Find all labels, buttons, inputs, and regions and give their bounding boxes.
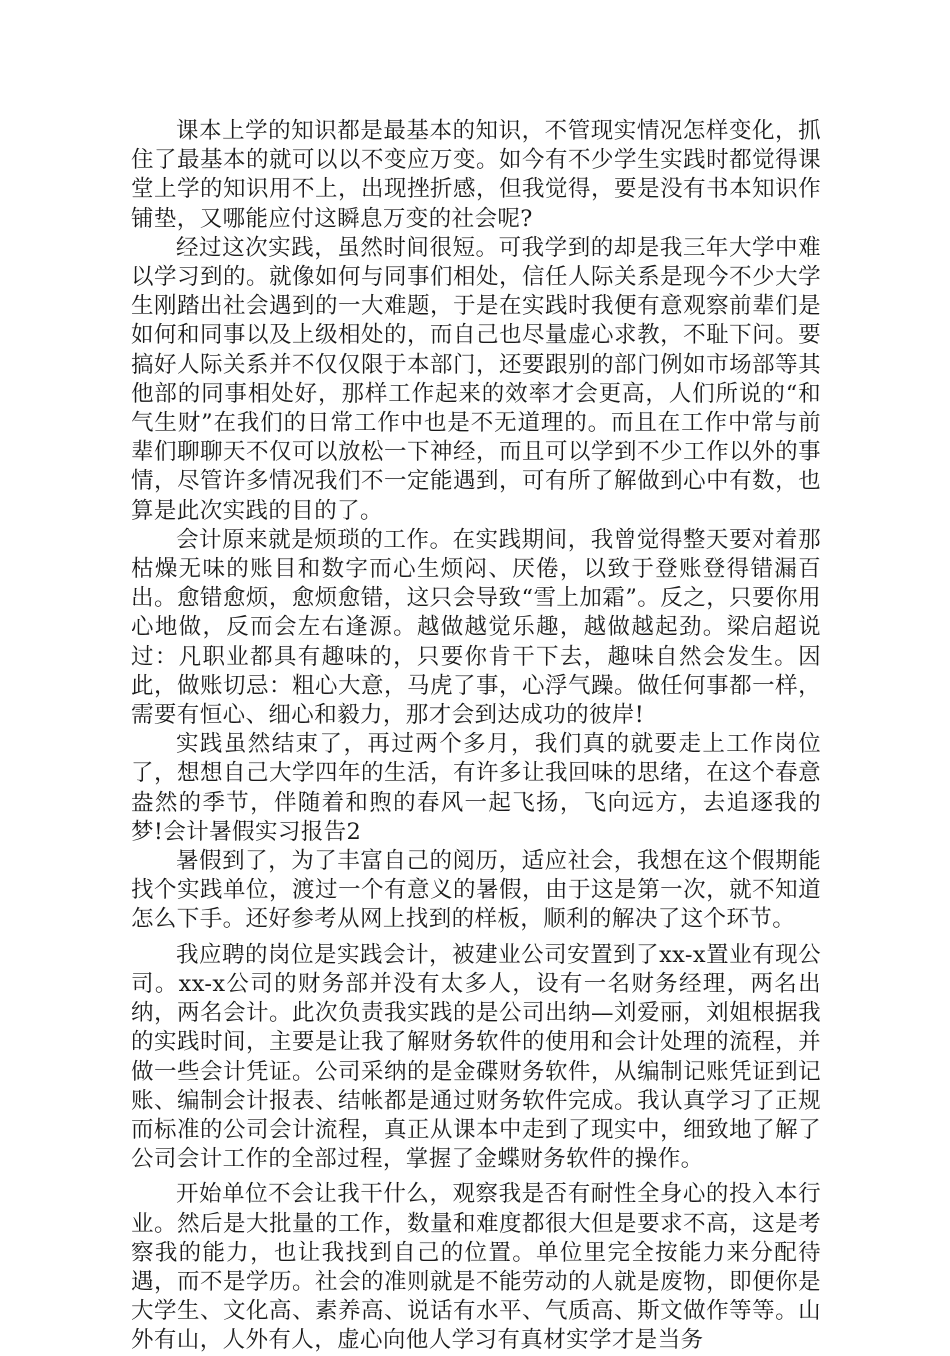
paragraph-7: 开始单位不会让我干什么，观察我是否有耐性全身心的投入本行业。然后是大批量的工作，数量和难度都很大但是要求不高，这是考察我的能力，也让我找到自己的位置。单位里完全按能力来分配待遇，而不是学历。社会的准则就是不能劳动的人就是废物，即便你是大学生、文化高、素养高、说话有水平、气质高、斯文做作等等。山外有山，人外有人，虚心向他人学习有真材实学才是当务 [131, 1181, 821, 1354]
paragraph-3: 会计原来就是烦琐的工作。在实践期间，我曾觉得整天要对着那枯燥无味的账目和数字而心生烦闷、厌倦，以致于登账登得错漏百出。愈错愈烦，愈烦愈错，这只会导致“雪上加霜”。反之，只要你用心地做，反而会左右逢源。越做越觉乐趣，越做越起劲。梁启超说过：凡职业都具有趣味的，只要你肯干下去，趣味自然会发生。因此，做账切忌：粗心大意，马虎了事，心浮气躁。做任何事都一样，需要有恒心、细心和毅力，那才会到达成功的彼岸! [131, 526, 821, 729]
paragraph-5: 暑假到了，为了丰富自己的阅历，适应社会，我想在这个假期能找个实践单位，渡过一个有意义的暑假，由于这是第一次，就不知道怎么下手。还好参考从网上找到的样板，顺利的解决了这个环节。 [131, 848, 821, 933]
paragraph-4: 实践虽然结束了，再过两个多月，我们真的就要走上工作岗位了，想想自己大学四年的生活，有许多让我回味的思绪，在这个春意盎然的季节，伴随着和煦的春风一起飞扬，飞向远方，去追逐我的梦!会计暑假实习报告2 [131, 731, 821, 845]
document-body [131, 117, 821, 1356]
paragraph-2: 经过这次实践，虽然时间很短。可我学到的却是我三年大学中难以学习到的。就像如何与同事们相处，信任人际关系是现今不少大学生刚踏出社会遇到的一大难题，于是在实践时我便有意观察前辈们是如何和同事以及上级相处的，而自己也尽量虚心求教，不耻下问。要搞好人际关系并不仅仅限于本部门，还要跟别的部门例如市场部等其他部的同事相处好，那样工作起来的效率才会更高，人们所说的“和气生财”在我们的日常工作中也是不无道理的。而且在工作中常与前辈们聊聊天不仅可以放松一下神经，而且可以学到不少工作以外的事情，尽管许多情况我们不一定能遇到，可有所了解做到心中有数，也算是此次实践的目的了。 [131, 234, 821, 524]
paragraph-6: 我应聘的岗位是实践会计，被建业公司安置到了xx-x置业有现公司。xx-x公司的财务部并没有太多人，设有一名财务经理，两名出纳，两名会计。此次负责我实践的是公司出纳—刘爱丽，刘姐根据我的实践时间，主要是让我了解财务软件的使用和会计处理的流程，并做一些会计凭证。公司采纳的是金碟财务软件，从编制记账凭证到记账、编制会计报表、结帐都是通过财务软件完成。我认真学习了正规而标准的公司会计流程，真正从课本中走到了现实中，细致地了解了公司会计工作的全部过程，掌握了金蝶财务软件的操作。 [131, 941, 821, 1173]
paragraph-1: 课本上学的知识都是最基本的知识，不管现实情况怎样变化，抓住了最基本的就可以以不变应万变。如今有不少学生实践时都觉得课堂上学的知识用不上，出现挫折感，但我觉得，要是没有书本知识作铺垫，又哪能应付这瞬息万变的社会呢? [131, 118, 821, 232]
